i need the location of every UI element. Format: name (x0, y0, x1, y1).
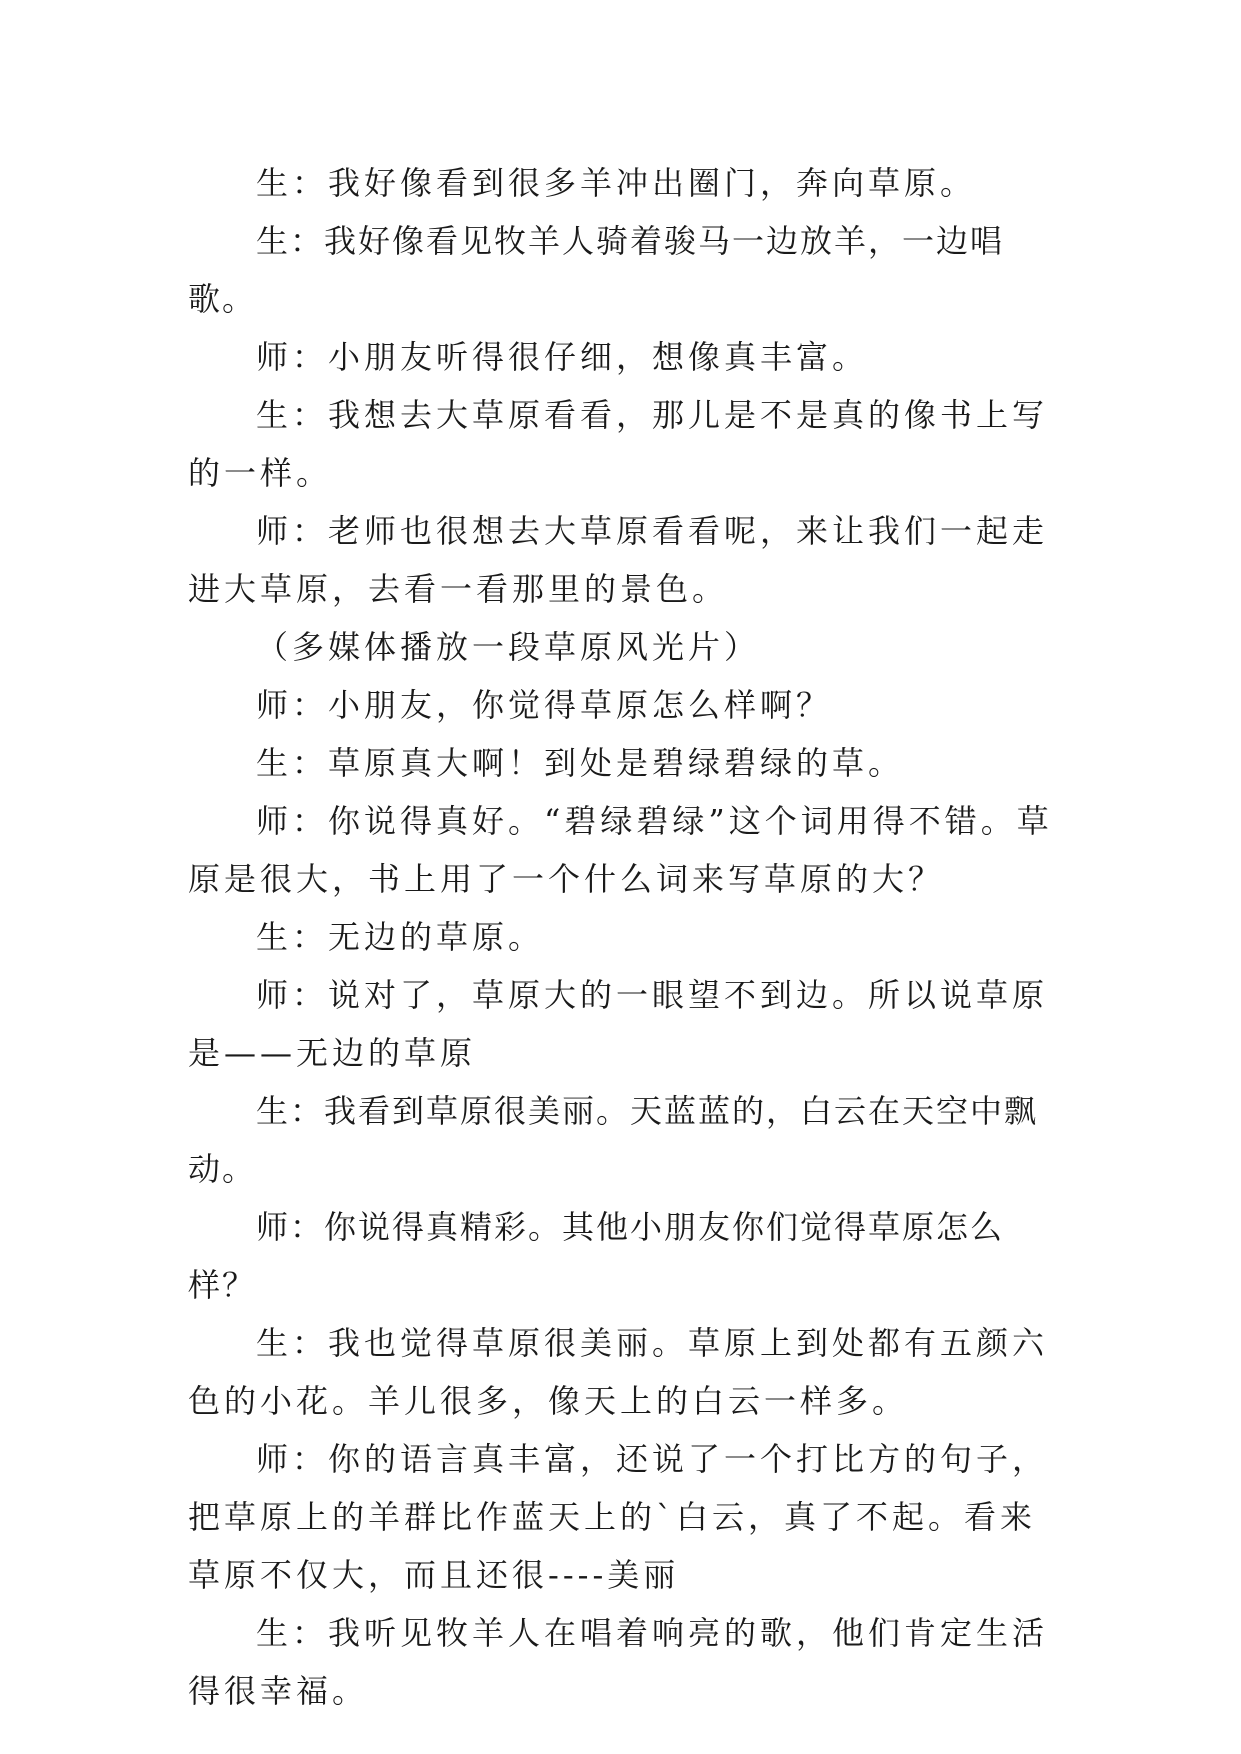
paragraph-16: 生：我听见牧羊人在唱着响亮的歌，他们肯定生活得很幸福。 (188, 1614, 1049, 1710)
paragraph-1: 生：我好像看到很多羊冲出圈门，奔向草原。 (256, 164, 977, 202)
paragraph-7: 师：小朋友，你觉得草原怎么样啊？ (256, 686, 833, 724)
paragraph-13: 师：你说得真精彩。其他小朋友你们觉得草原怎么样？ (188, 1208, 1005, 1304)
paragraph-6: （多媒体播放一段草原风光片） (256, 628, 761, 666)
document-body (188, 154, 1068, 1720)
paragraph-10: 生：无边的草原。 (256, 918, 545, 956)
paragraph-5: 师：老师也很想去大草原看看呢，来让我们一起走进大草原，去看一看那里的景色。 (188, 512, 1049, 608)
paragraph-14: 生：我也觉得草原很美丽。草原上到处都有五颜六色的小花。羊儿很多，像天上的白云一样多。 (188, 1324, 1049, 1420)
paragraph-8: 生：草原真大啊！到处是碧绿碧绿的草。 (256, 744, 905, 782)
paragraph-9: 师：你说得真好。“碧绿碧绿”这个词用得不错。草原是很大，书上用了一个什么词来写草原的大？ (188, 802, 1053, 898)
paragraph-11: 师：说对了，草原大的一眼望不到边。所以说草原是——无边的草原 (188, 976, 1049, 1072)
paragraph-4: 生：我想去大草原看看，那儿是不是真的像书上写的一样。 (188, 396, 1049, 492)
paragraph-15: 师：你的语言真丰富，还说了一个打比方的句子，把草原上的羊群比作蓝天上的`白云，真了不起。看来草原不仅大，而且还很----美丽 (188, 1440, 1049, 1594)
paragraph-3: 师：小朋友听得很仔细，想像真丰富。 (256, 338, 869, 376)
paragraph-12: 生：我看到草原很美丽。天蓝蓝的，白云在天空中飘动。 (188, 1092, 1039, 1188)
paragraph-2: 生：我好像看见牧羊人骑着骏马一边放羊，一边唱歌。 (188, 222, 1005, 318)
